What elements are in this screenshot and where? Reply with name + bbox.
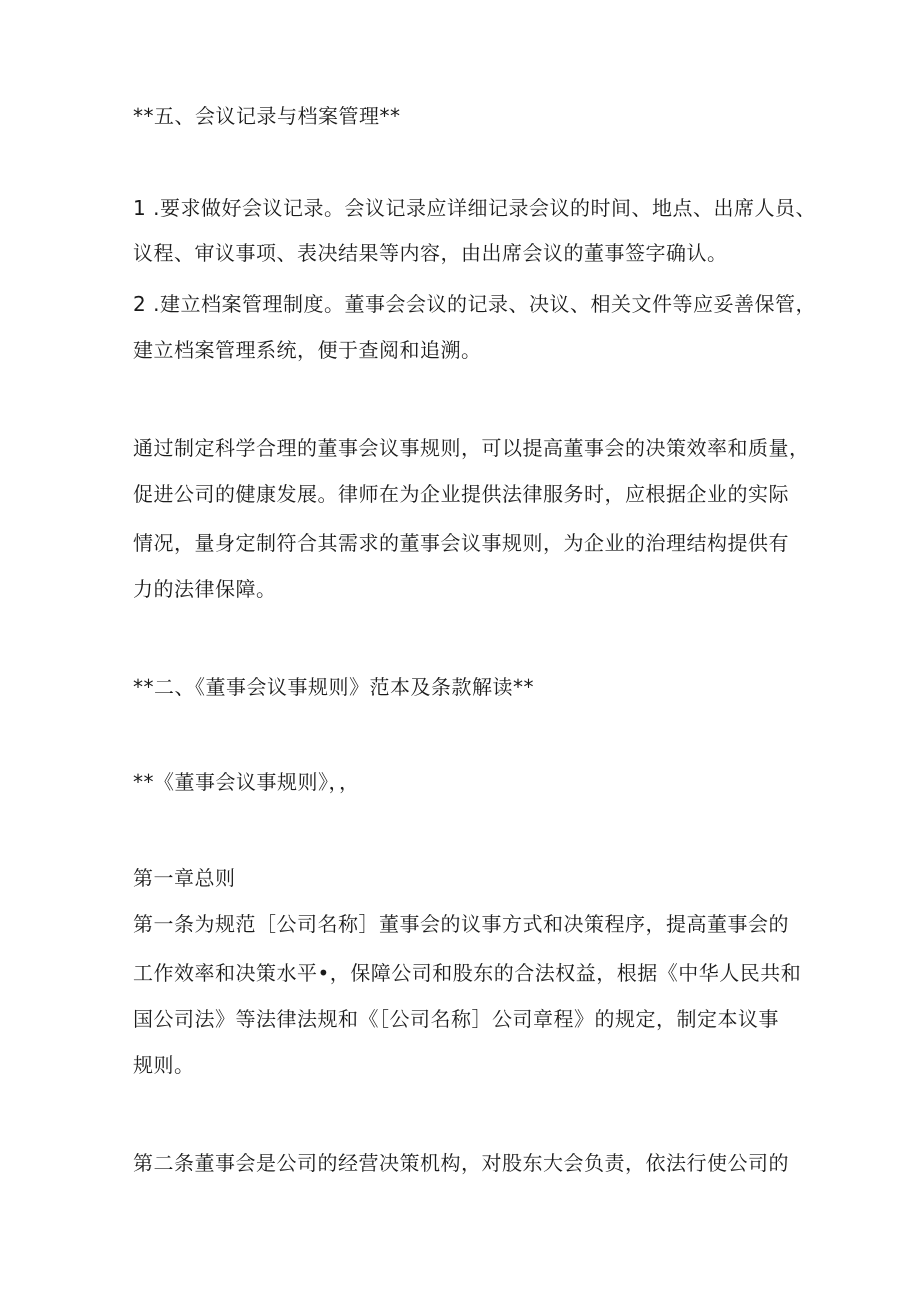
list-item-1-line-2: 议程、审议事项、表决结果等内容，由出席会议的董事签字确认。 xyxy=(133,241,728,265)
list-item-1-line-1: 1 .要求做好会议记录。会议记录应详细记录会议的时间、地点、出席人员、 xyxy=(133,196,816,220)
conclusion-line-4: 力的法律保障。 xyxy=(133,577,277,601)
conclusion-line-3: 情况，量身定制符合其需求的董事会议事规则，为企业的治理结构提供有 xyxy=(133,531,789,555)
section-heading-meeting-records: **五、会议记录与档案管理** xyxy=(133,104,401,128)
conclusion-line-1: 通过制定科学合理的董事会议事规则，可以提高董事会的决策效率和质量， xyxy=(133,436,810,460)
conclusion-line-2: 促进公司的健康发展。律师在为企业提供法律服务时，应根据企业的实际 xyxy=(133,482,789,506)
article-1-line-2: 工作效率和决策水平•，保障公司和股东的合法权益，根据《中华人民共和 xyxy=(133,961,802,985)
section-heading-rules-template: **二、《董事会议事规则》范本及条款解读** xyxy=(133,675,534,699)
list-item-2-line-1: 2 .建立档案管理制度。董事会会议的记录、决议、相关文件等应妥善保管， xyxy=(133,292,816,316)
article-1-line-4: 规则。 xyxy=(133,1053,195,1077)
article-2-line-1: 第二条董事会是公司的经营决策机构，对股东大会负责，依法行使公司的 xyxy=(133,1151,789,1175)
chapter-title: 第一章总则 xyxy=(133,866,236,890)
article-1-line-3: 国公司法》等法律法规和《［公司名称］公司章程》的规定，制定本议事 xyxy=(133,1007,779,1031)
rules-title: **《董事会议事规则》，， xyxy=(133,770,360,794)
list-item-2-line-2: 建立档案管理系统，便于查阅和追溯。 xyxy=(133,338,482,362)
article-1-line-1: 第一条为规范［公司名称］董事会的议事方式和决策程序，提高董事会的 xyxy=(133,912,789,936)
